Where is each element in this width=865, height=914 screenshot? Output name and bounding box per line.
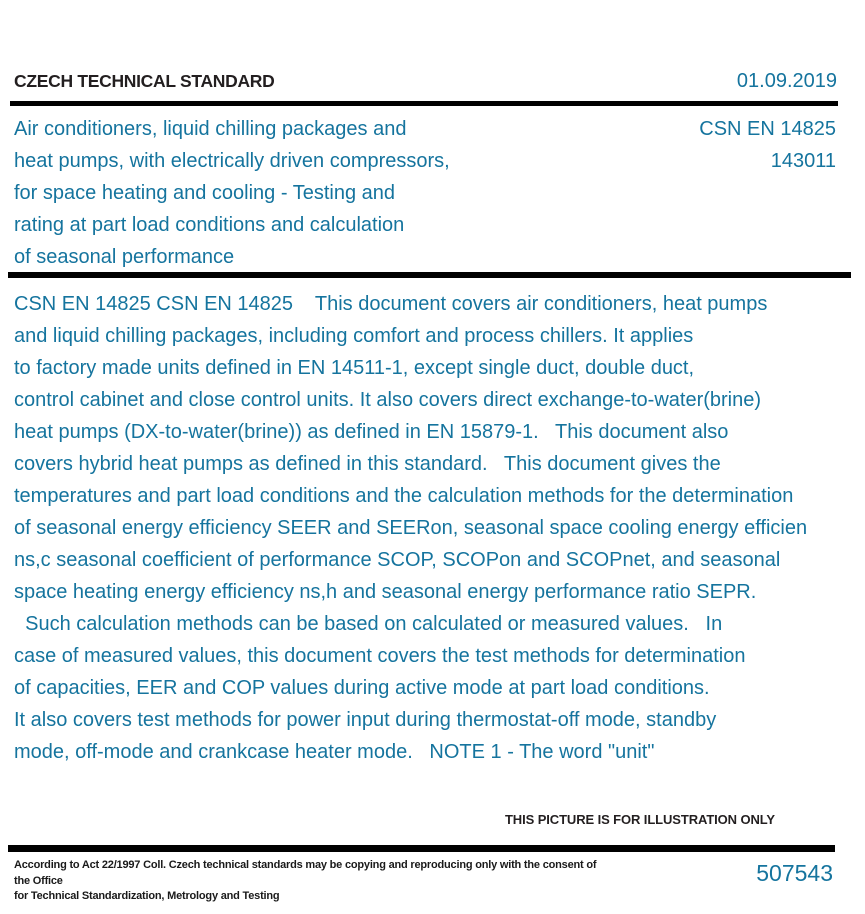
abstract-line: covers hybrid heat pumps as defined in this standard. This document gives the bbox=[14, 453, 721, 475]
abstract-line: temperatures and part load conditions and the calculation methods for the determination bbox=[14, 485, 794, 507]
abstract-line: of capacities, EER and COP values during active mode at part load conditions. bbox=[14, 677, 710, 699]
abstract-line: Such calculation methods can be based on calculated or measured values. In bbox=[14, 613, 723, 635]
abstract-text bbox=[14, 288, 865, 768]
page-header bbox=[14, 70, 837, 92]
illustration-disclaimer: THIS PICTURE IS FOR ILLUSTRATION ONLY bbox=[504, 812, 775, 827]
title-rule bbox=[8, 272, 851, 278]
abstract-line: ns,c seasonal coefficient of performance SCOP, SCOPon and SCOPnet, and seasonal bbox=[14, 549, 781, 571]
standard-number: CSN EN 14825 bbox=[699, 118, 836, 140]
reference-numbers bbox=[699, 113, 836, 177]
abstract-line: space heating energy efficiency ns,h and seasonal energy performance ratio SEPR. bbox=[14, 581, 757, 603]
copyright-line: According to Act 22/1997 Coll. Czech technical standards may be copying and reproducing only with the consent of the Office bbox=[14, 859, 597, 887]
abstract-line: heat pumps (DX-to-water(brine)) as defined in EN 15879-1. This document also bbox=[14, 421, 729, 443]
copyright-notice bbox=[14, 858, 614, 905]
abstract-line: and liquid chilling packages, including comfort and process chillers. It applies bbox=[14, 325, 694, 347]
effective-date: 01.09.2019 bbox=[736, 70, 837, 92]
title-line: Air conditioners, liquid chilling packages and bbox=[14, 118, 407, 140]
title-line: rating at part load conditions and calculation bbox=[14, 214, 405, 236]
abstract-line: control cabinet and close control units. It also covers direct exchange-to-water(brine) bbox=[14, 389, 762, 411]
class-number: 143011 bbox=[770, 150, 836, 172]
abstract-line: to factory made units defined in EN 14511-1, except single duct, double duct, bbox=[14, 357, 695, 379]
title-line: of seasonal performance bbox=[14, 246, 235, 268]
abstract-line: case of measured values, this document covers the test methods for determination bbox=[14, 645, 746, 667]
abstract-line: of seasonal energy efficiency SEER and SEERon, seasonal space cooling energy efficien bbox=[14, 517, 808, 539]
document-number: 507543 bbox=[756, 860, 833, 886]
standard-type-label: CZECH TECHNICAL STANDARD bbox=[14, 71, 275, 91]
abstract-line: It also covers test methods for power input during thermostat-off mode, standby bbox=[14, 709, 717, 731]
title-block bbox=[14, 113, 836, 273]
title-line: heat pumps, with electrically driven compressors, bbox=[14, 150, 450, 172]
abstract-line: mode, off-mode and crankcase heater mode. NOTE 1 - The word "unit" bbox=[14, 741, 655, 763]
copyright-line: for Technical Standardization, Metrology and Testing bbox=[14, 890, 280, 902]
footer-rule bbox=[8, 845, 835, 852]
document-title bbox=[14, 113, 450, 273]
abstract-line: CSN EN 14825 CSN EN 14825 This document covers air conditioners, heat pumps bbox=[14, 293, 768, 315]
header-rule bbox=[10, 101, 838, 106]
title-line: for space heating and cooling - Testing and bbox=[14, 182, 396, 204]
